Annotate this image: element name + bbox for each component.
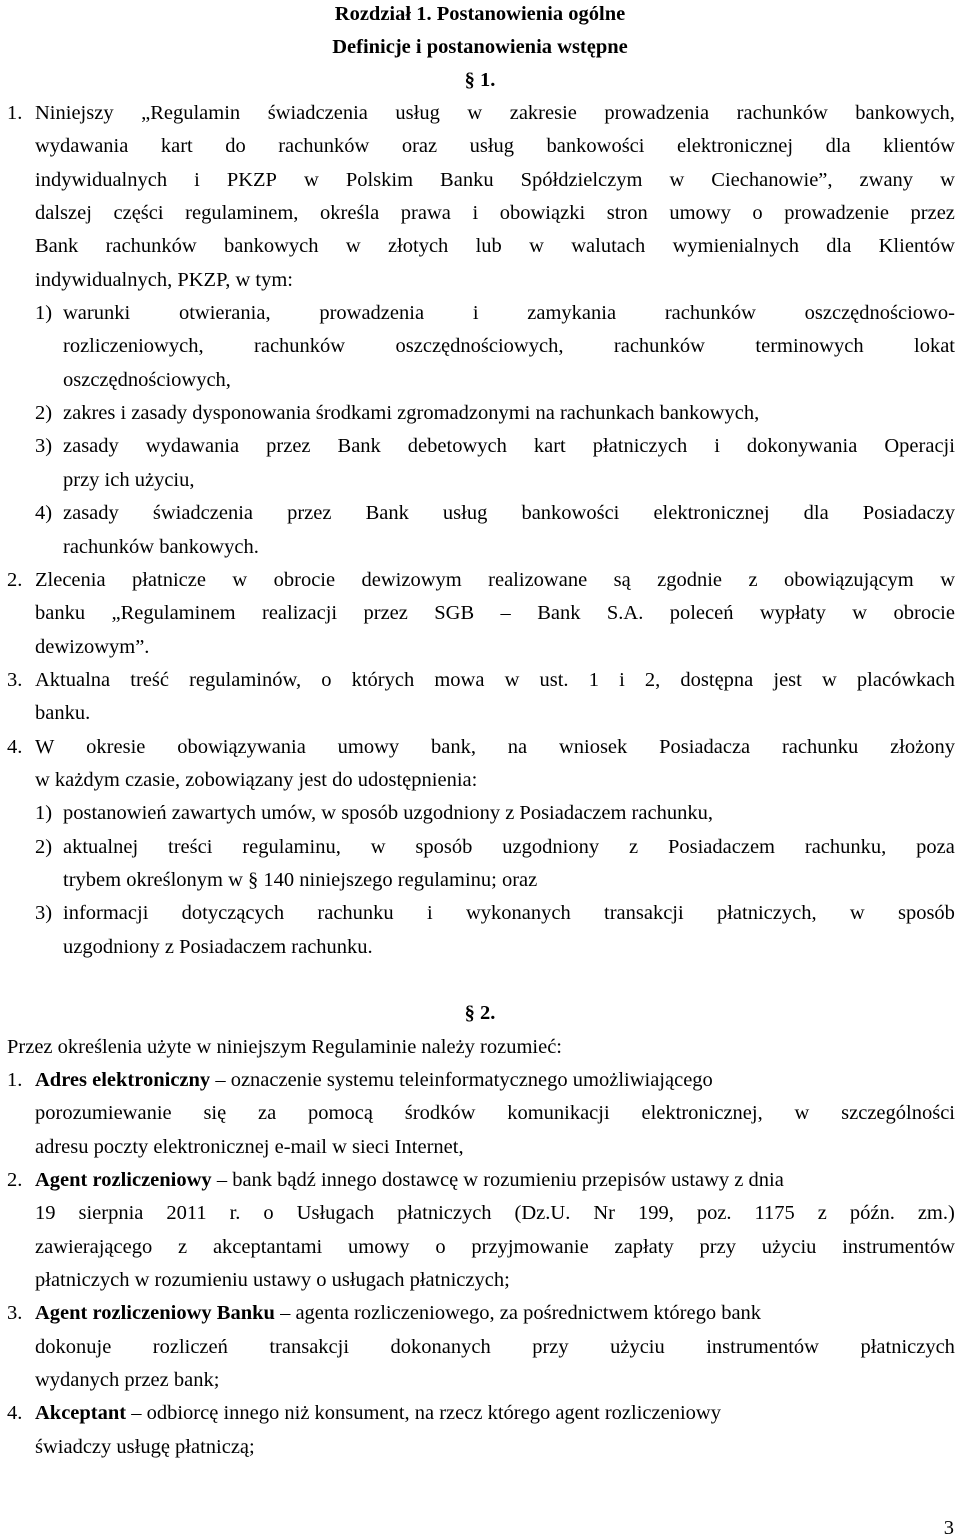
definition-first-line: [35, 1403, 955, 1424]
page-number: 3: [943, 1517, 954, 1539]
paragraph-line: indywidualnych, PKZP, w tym:: [35, 269, 293, 291]
definition-term: Agent rozliczeniowy: [35, 1169, 212, 1191]
definition-line: adresu poczty elektronicznej e-mail w sieci Internet,: [35, 1136, 464, 1158]
definition-first-line: [35, 1303, 955, 1324]
chapter-title: Rozdział 1. Postanowienia ogólne: [334, 3, 626, 25]
paragraph-line: w każdym czasie, zobowiązany jest do udostępnienia:: [35, 769, 478, 791]
item-number: 3): [35, 435, 53, 457]
paragraph-line: banku „Regulaminem realizacji przez SGB – Bank S.A. poleceń wypłaty w obrocie: [35, 602, 955, 624]
paragraph-line: wydawania kart do rachunków oraz usług bankowości elektronicznej dla klientów: [35, 135, 955, 157]
list-item-line: informacji dotyczących rachunku i wykonanych transakcji płatniczych, w sposób: [63, 902, 955, 924]
chapter-subtitle: Definicje i postanowienia wstępne: [332, 36, 628, 58]
definition-first-line: [35, 1170, 955, 1191]
list-item-line: aktualnej treści regulaminu, w sposób uzgodniony z Posiadaczem rachunku, poza: [63, 836, 955, 858]
item-number: 2): [35, 836, 53, 858]
list-item-line: uzgodniony z Posiadaczem rachunku.: [63, 936, 373, 958]
paragraph-line: banku.: [35, 702, 91, 724]
definition-text: – oznaczenie systemu teleinformatycznego umożliwiającego: [210, 1069, 713, 1091]
list-item-line: warunki otwierania, prowadzenia i zamykania rachunków oszczędnościowo-: [63, 302, 955, 324]
list-item-line: rozliczeniowych, rachunków oszczędnościowych, rachunków terminowych lokat: [63, 335, 955, 357]
list-item-line: postanowień zawartych umów, w sposób uzgodniony z Posiadaczem rachunku,: [63, 802, 713, 824]
definition-line: porozumiewanie się za pomocą środków komunikacji elektronicznej, w szczególności: [35, 1102, 955, 1124]
paragraph-line: Bank rachunków bankowych w złotych lub w walutach wymienialnych dla Klientów: [35, 235, 955, 257]
definition-line: dokonuje rozliczeń transakcji dokonanych przy użyciu instrumentów płatniczych: [35, 1336, 955, 1358]
list-item-line: rachunków bankowych.: [63, 536, 259, 558]
definition-line: zawierającego z akceptantami umowy o przyjmowanie zapłaty przy użyciu instrumentów: [35, 1236, 955, 1258]
list-item-line: trybem określonym w § 140 niniejszego regulaminu; oraz: [63, 869, 538, 891]
paragraph-line: dalszej części regulaminem, określa prawa i obowiązki stron umowy o prowadzenie przez: [35, 202, 955, 224]
point-number: 2.: [7, 569, 23, 591]
definition-text: – bank bądź innego dostawcę w rozumieniu przepisów ustawy z dnia: [211, 1169, 784, 1191]
point-number: 4.: [7, 736, 23, 758]
definition-term: Adres elektroniczny: [35, 1069, 211, 1091]
item-number: 4): [35, 502, 53, 524]
definition-line: świadczy usługę płatniczą;: [35, 1436, 255, 1458]
paragraph-line: W okresie obowiązywania umowy bank, na wniosek Posiadacza rachunku złożony: [35, 736, 955, 758]
definition-number: 1.: [7, 1069, 23, 1091]
paragraph-line: dewizowym”.: [35, 636, 150, 658]
point-number: 1.: [7, 102, 23, 124]
list-item-line: zasady wydawania przez Bank debetowych kart płatniczych i dokonywania Operacji: [63, 435, 955, 457]
paragraph-line: indywidualnych i PKZP w Polskim Banku Spółdzielczym w Ciechanowie”, zwany w: [35, 169, 955, 191]
definition-text: – odbiorcę innego niż konsument, na rzecz którego agent rozliczeniowy: [126, 1402, 721, 1424]
item-number: 1): [35, 302, 53, 324]
definition-term: Agent rozliczeniowy Banku: [35, 1302, 275, 1324]
definition-term: Akceptant: [35, 1402, 127, 1424]
item-number: 3): [35, 902, 53, 924]
list-item-line: zakres i zasady dysponowania środkami zgromadzonymi na rachunkach bankowych,: [63, 402, 760, 424]
item-number: 2): [35, 402, 53, 424]
paragraph-line: Niniejszy „Regulamin świadczenia usług w zakresie prowadzenia rachunków bankowych,: [35, 102, 955, 124]
definition-line: 19 sierpnia 2011 r. o Usługach płatniczych (Dz.U. Nr 199, poz. 1175 z późn. zm.): [35, 1202, 955, 1224]
paragraph-line: Zlecenia płatnicze w obrocie dewizowym realizowane są zgodnie z obowiązującym w: [35, 569, 955, 591]
definition-number: 4.: [7, 1402, 23, 1424]
definition-number: 3.: [7, 1302, 23, 1324]
list-item-line: przy ich użyciu,: [63, 469, 195, 491]
definition-text: – agenta rozliczeniowego, za pośrednictwem którego bank: [274, 1302, 762, 1324]
item-number: 1): [35, 802, 53, 824]
definition-number: 2.: [7, 1169, 23, 1191]
definition-line: wydanych przez bank;: [35, 1369, 220, 1391]
definition-line: płatniczych w rozumieniu ustawy o usługach płatniczych;: [35, 1269, 510, 1291]
point-number: 3.: [7, 669, 23, 691]
definitions-intro: Przez określenia użyte w niniejszym Regulaminie należy rozumieć:: [7, 1036, 563, 1058]
list-item-line: zasady świadczenia przez Bank usług bankowości elektronicznej dla Posiadaczy: [63, 502, 955, 524]
paragraph-line: Aktualna treść regulaminów, o których mowa w ust. 1 i 2, dostępna jest w placówkach: [35, 669, 955, 691]
definition-first-line: [35, 1070, 955, 1091]
section-2-heading: § 2.: [464, 1002, 496, 1024]
list-item-line: oszczędnościowych,: [63, 369, 231, 391]
section-1-heading: § 1.: [464, 69, 496, 91]
